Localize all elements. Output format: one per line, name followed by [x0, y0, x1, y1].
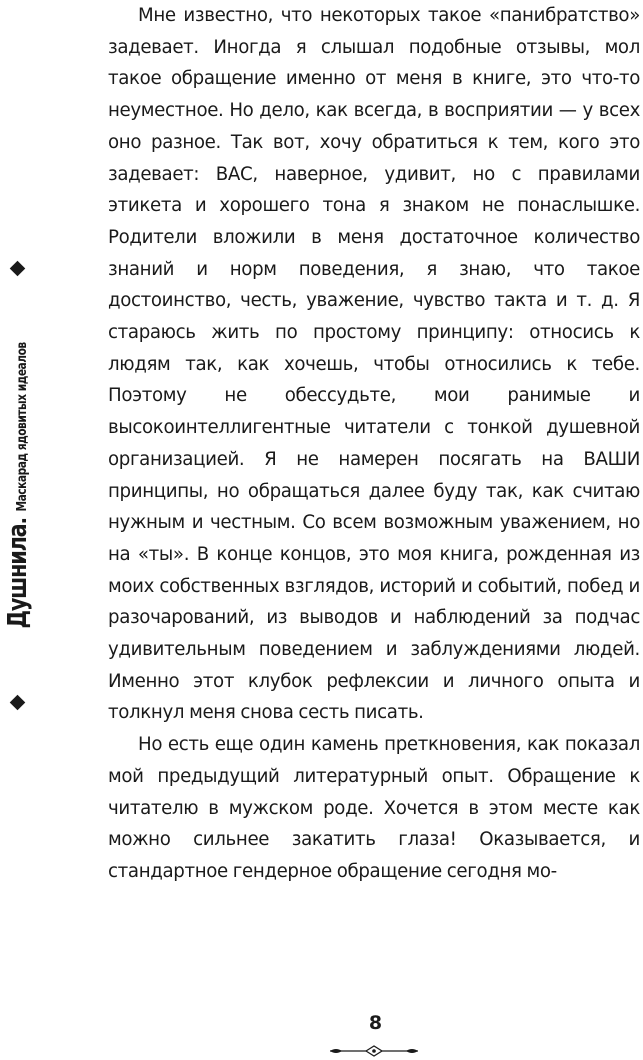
- diamond-ornament-icon: [10, 261, 26, 277]
- title-separator: .: [7, 516, 31, 525]
- paragraph: Мне известно, что некоторых такое «панибратство» задевает. Иногда я слышал подобные отзывы, мол такое обращение именно от меня в книге, это что-то неуместное. Но дело, как всегда, в восприятии — у всех оно разное. Так вот, хочу обратиться к тем, кого это задевает: ВАС, наверное, удивит, но с правилами этикета и хорошего тона я знаком не понаслышке. Родители вложили в меня достаточное количество знаний и норм поведения, я знаю, что такое достоинство, честь, уважение, чувство такта и т. д. Я стараюсь жить по простому принципу: относись к людям так, как хочешь, чтобы относились к тебе. Поэтому не обессудьте, мои ранимые и высокоинтеллигентные читатели с тонкой душевной организацией. Я не намерен посягать на ВАШИ принципы, но обращаться далее буду так, как считаю нужным и честным. Со всем возможным уважением, но на «ты». В конце концов, это моя книга, рожденная из моих собственных взглядов, историй и событий, побед и разочарований, из выводов и наблюдений за подчас удивительным поведением и заблуждениями людей. Именно этот клубок рефлексии и личного опыта и толкнул меня снова сесть писать.: [108, 5, 640, 724]
- footer-flourish-icon: [328, 1045, 420, 1057]
- book-subtitle: Маскарад ядовитых идеалов: [15, 342, 30, 512]
- page-number: 8: [368, 1012, 383, 1034]
- book-title: Душнила: [3, 524, 33, 629]
- body-text: [108, 0, 640, 888]
- paragraph: Но есть еще один камень преткновения, как показал мой предыдущий литературный опыт. Обращение к читателю в мужском роде. Хочется в этом месте как можно сильнее закатить глаза! Оказывается, и стандартное гендерное обращение сегодня мо-: [108, 734, 640, 882]
- running-title: [5, 305, 31, 654]
- running-title-sidebar: [0, 0, 58, 1060]
- diamond-ornament-icon: [10, 695, 26, 711]
